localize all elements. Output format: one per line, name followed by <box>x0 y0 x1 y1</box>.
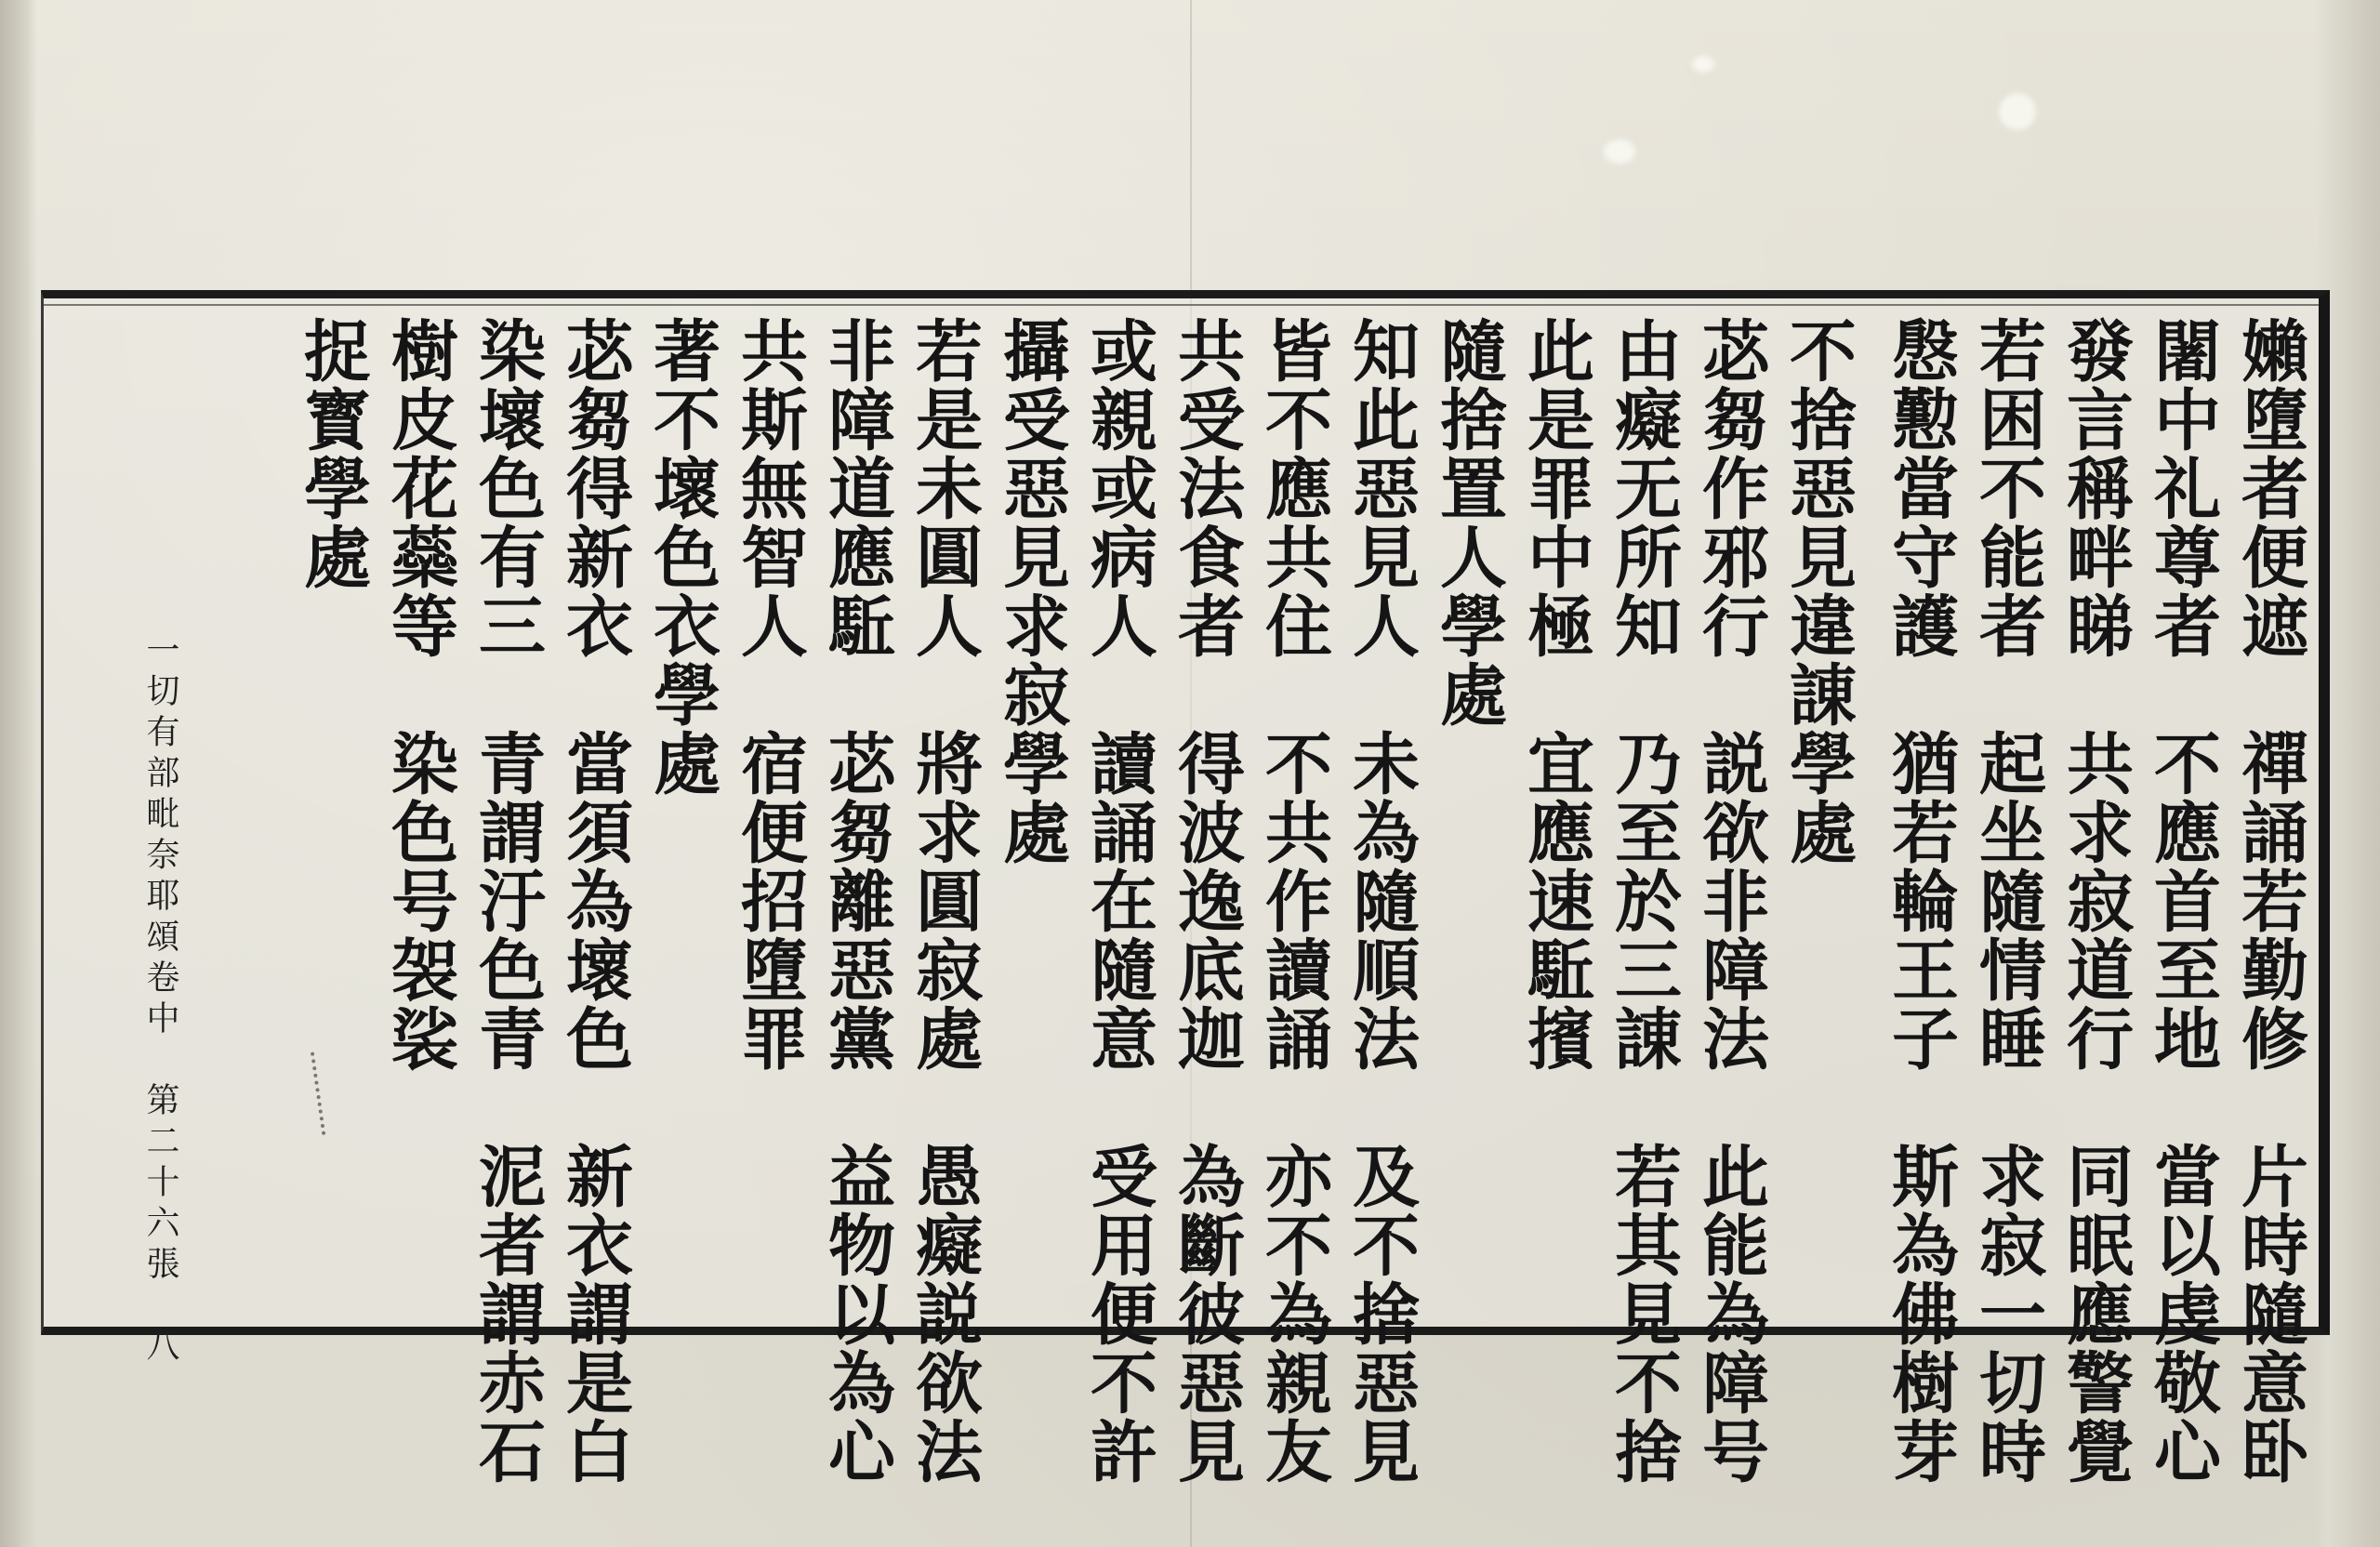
text-column: 染壞色有三 青謂汙色青 泥者謂赤石 <box>468 316 547 1486</box>
text-column: 樹皮花蘂等 染色号袈裟 <box>380 316 459 1073</box>
text-column: 發言稱畔睇 共求寂道行 同眠應警覺 <box>2056 316 2135 1486</box>
frame-inner-rule <box>44 304 2319 306</box>
paper-stain <box>1692 56 1714 73</box>
text-column: 闍中礼尊者 不應首至地 當以虔敬心 <box>2143 316 2222 1486</box>
text-column: 共受法食者 得波逸底迦 為斷彼惡見 <box>1167 316 1246 1486</box>
text-column: 慇懃當守護 猶若輪王子 斯為佛樹芽 <box>1881 316 1960 1486</box>
text-column: 共斯無智人 宿便招墮罪 <box>730 316 809 1073</box>
text-column: 此是罪中極 宜應速駈擯 <box>1516 316 1595 1073</box>
text-column: 由癡无所知 乃至於三諌 若其見不捨 <box>1604 316 1683 1486</box>
text-column: 嬾墮者便遮 禪誦若勤修 片時隨意卧 <box>2230 316 2309 1486</box>
text-column: 知此惡見人 未為隨順法 及不捨惡見 <box>1342 316 1421 1486</box>
paper-stain <box>1604 139 1635 164</box>
section-heading-column: 攝受惡見求寂學處 <box>992 316 1071 866</box>
text-column: 苾芻得新衣 當須為壞色 新衣謂是白 <box>555 316 634 1486</box>
text-column: 皆不應共住 不共作讀誦 亦不為親友 <box>1254 316 1333 1486</box>
vertical-text-block <box>139 316 2315 1486</box>
text-column: 苾芻作邪行 説欲非障法 此能為障号 <box>1691 316 1770 1486</box>
section-heading-column: 隨捨置人學處 <box>1429 316 1508 729</box>
binding-edge-left <box>0 0 37 1547</box>
text-column: 若困不能者 起坐隨情睡 求寂一切時 <box>1968 316 2047 1486</box>
paper-stain <box>1999 93 2036 130</box>
text-column: 若是未圓人 將求圓寂處 愚癡説欲法 <box>905 316 984 1486</box>
section-heading-column: 捉寳學處 <box>293 316 372 591</box>
section-heading-column: 著不壞色衣學處 <box>642 316 721 798</box>
section-heading-column: 不捨惡見違諌學處 <box>1778 316 1858 866</box>
page-footer-column: 一切有部毗奈耶頌卷中 第二十六張 八 <box>141 632 179 1368</box>
text-column: 或親或病人 讀誦在隨意 受用便不許 <box>1079 316 1158 1486</box>
text-column: 非障道應駈 苾芻離惡黨 益物以為心 <box>817 316 896 1486</box>
